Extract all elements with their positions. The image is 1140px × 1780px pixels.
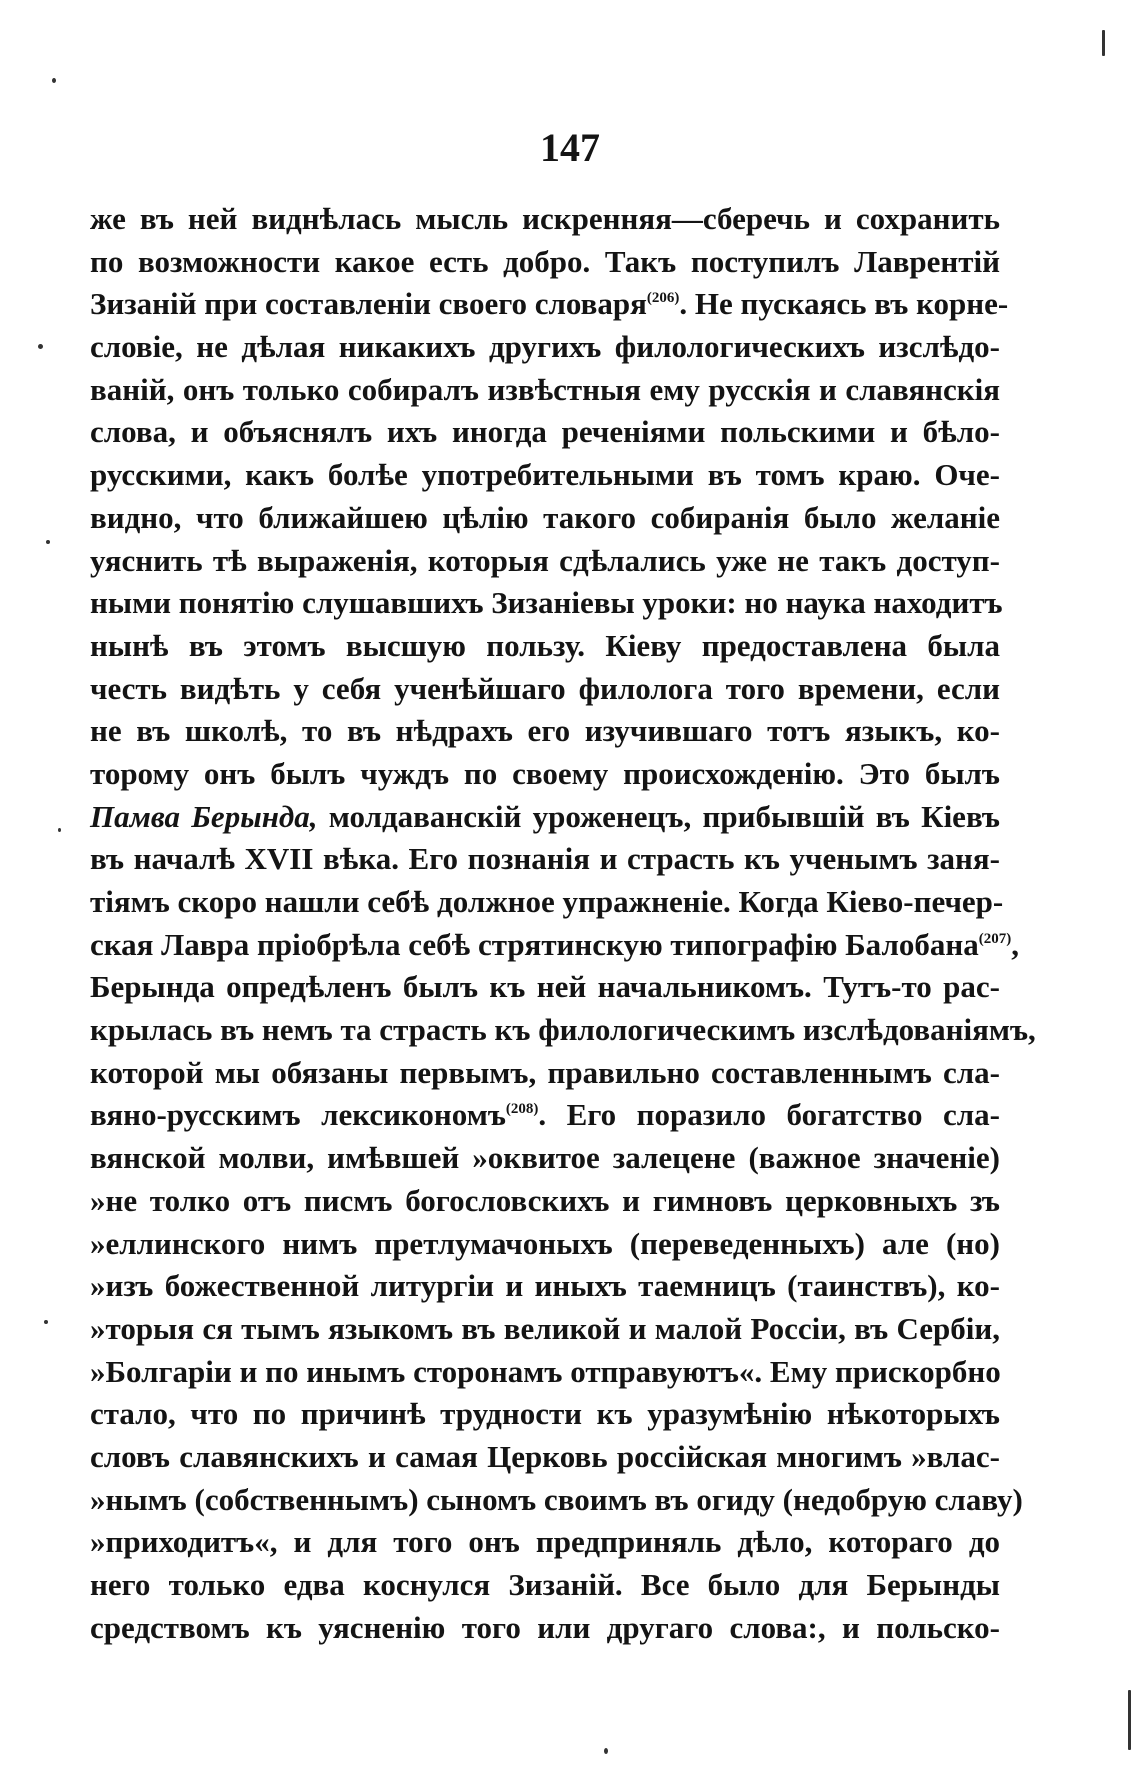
text-segment: Зизаній при составленіи своего словаря	[90, 286, 647, 322]
text-line: не въ школѣ, то въ нѣдрахъ его изучившаго тотъ языкъ, ко-	[90, 713, 1000, 749]
text-line: нынѣ въ этомъ высшую пользу. Кіеву предоставлена была	[90, 627, 1000, 663]
text-line: уяснить тѣ выраженія, которыя сдѣлались уже не такъ доступ-	[90, 542, 1000, 578]
text-line: него только едва коснулся Зизаній. Все было для Берынды	[90, 1567, 1000, 1602]
scan-speck	[1128, 1690, 1131, 1750]
text-line: »нымъ (собственнымъ) сыномъ своимъ въ огиду (недобрую славу)	[90, 1481, 1023, 1517]
text-line: честь видѣть у себя ученѣйшаго филолога того времени, если	[90, 670, 1000, 706]
text-line: тіямъ скоро нашли себѣ должное упражненіе. Когда Кіево-печер-	[90, 884, 1004, 919]
text-line	[90, 1094, 1000, 1137]
scan-speck	[44, 1320, 48, 1324]
text-line: торому онъ былъ чуждъ по своему происхожденію. Это былъ	[90, 755, 1000, 791]
text-line: словъ славянскихъ и самая Церковь россійская многимъ »влас-	[90, 1438, 1000, 1474]
text-line: »изъ божественной литургіи и иныхъ таемницъ (таинствъ), ко-	[90, 1268, 1000, 1304]
scan-speck	[58, 828, 61, 832]
scan-speck	[46, 540, 50, 544]
text-line	[90, 796, 1000, 839]
text-line: крылась въ немъ та страсть къ филологическимъ изслѣдованіямъ,	[90, 1012, 1036, 1048]
text-segment: молдаванскій уроженецъ, прибывшій въ Кіевъ	[317, 798, 1000, 834]
text-line: »торыя ся тымъ языкомъ въ великой и малой Россіи, въ Сербіи,	[90, 1310, 1000, 1346]
text-line	[90, 924, 1019, 967]
text-line: Берында опредѣленъ былъ къ ней начальникомъ. Тутъ-то рас-	[90, 969, 1000, 1005]
text-segment: ская Лавра пріобрѣла себѣ стрятинскую типографію Балобана	[90, 926, 979, 962]
text-line: ными понятію слушавшихъ Зизаніевы уроки: но наука находитъ	[90, 585, 1003, 621]
text-line: »не толко отъ писмъ богословскихъ и гимновъ церковныхъ зъ	[90, 1182, 1000, 1218]
text-line: видно, что ближайшею цѣлію такого собиранія было желаніе	[90, 499, 1000, 535]
text-line	[90, 283, 1009, 326]
scan-speck	[604, 1748, 608, 1754]
footnote-reference: (206)	[646, 290, 680, 307]
text-line: въ началѣ XVII вѣка. Его познанія и страсть къ ученымъ заня-	[90, 841, 1000, 877]
text-line: же въ ней виднѣлась мысль искренняя—сберечь и сохранить	[90, 201, 1000, 236]
text-line: словіе, не дѣлая никакихъ другихъ филологическихъ изслѣдо-	[90, 329, 1000, 365]
scan-speck	[38, 344, 43, 349]
text-line: »Болгаріи и по инымъ сторонамъ отправуютъ«. Ему прискорбно	[90, 1353, 1001, 1389]
page-number: 147	[540, 125, 600, 170]
text-line: русскими, какъ болѣе употребительными въ томъ краю. Оче-	[90, 457, 1000, 493]
page-body	[90, 198, 1036, 1649]
text-line: стало, что по причинѣ трудности къ уразумѣнію нѣкоторыхъ	[90, 1396, 1000, 1432]
footnote-reference: (207)	[978, 930, 1012, 947]
text-segment: . Его поразило богатство сла-	[538, 1097, 1001, 1133]
text-segment: ,	[1011, 926, 1019, 962]
footnote-reference: (208)	[505, 1101, 539, 1118]
text-line: вянской молви, имѣвшей »оквитое залецене (важное значеніе)	[90, 1140, 1000, 1176]
text-line: ваній, онъ только собиралъ извѣстныя ему русскія и славянскія	[90, 371, 1000, 407]
scan-speck	[52, 78, 56, 83]
text-line: средствомъ къ уясненію того или другаго слова:, и польско-	[90, 1609, 1000, 1645]
text-line: по возможности какое есть добро. Такъ поступилъ Лаврентій	[90, 243, 1000, 279]
scan-speck	[1102, 30, 1105, 56]
text-segment: . Не пускаясь въ корне-	[679, 286, 1009, 322]
text-line: »еллинского нимъ претлумачоныхъ (переведенныхъ) але (но)	[90, 1225, 1000, 1261]
text-line: слова, и объяснялъ ихъ иногда реченіями польскими и бѣло-	[90, 414, 1000, 450]
text-line: »приходитъ«, и для того онъ предприняль дѣло, котораго до	[90, 1524, 1000, 1560]
person-name: Памва Берында,	[90, 798, 318, 834]
text-segment: вяно-русскимъ лексикономъ	[90, 1097, 506, 1133]
text-line: которой мы обязаны первымъ, правильно составленнымъ сла-	[90, 1054, 1000, 1090]
